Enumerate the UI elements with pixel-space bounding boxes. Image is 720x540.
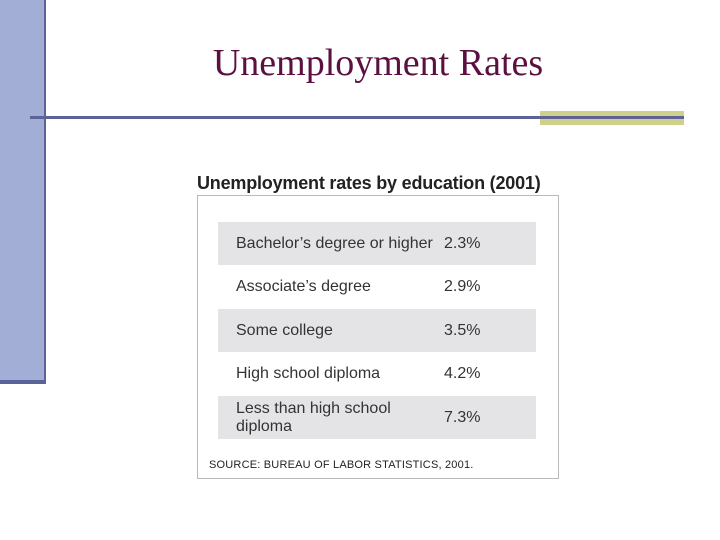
table-rows <box>218 222 536 440</box>
table-row <box>218 266 536 309</box>
row-value: 4.2% <box>444 365 481 383</box>
row-value: 3.5% <box>444 321 481 339</box>
row-label: Some college <box>236 321 333 339</box>
rates-table <box>197 195 559 479</box>
table-row <box>218 222 536 265</box>
table-row <box>218 353 536 396</box>
row-label: Less than high school diploma <box>236 399 391 435</box>
row-label: Bachelor’s degree or higher <box>236 234 433 252</box>
row-label: High school diploma <box>236 365 381 383</box>
row-value: 2.9% <box>444 278 481 296</box>
title-divider-rule <box>30 116 540 119</box>
row-value: 7.3% <box>444 408 481 426</box>
source-note: SOURCE: BUREAU OF LABOR STATISTICS, 2001. <box>209 459 474 471</box>
chart-title: Unemployment rates by education (2001) <box>197 173 541 193</box>
slide-title: Unemployment Rates <box>212 42 544 84</box>
table-row <box>218 396 536 439</box>
table-row <box>218 309 536 352</box>
title-divider-accent <box>540 111 684 125</box>
row-label: Associate’s degree <box>236 278 371 296</box>
row-value: 2.3% <box>444 234 481 252</box>
